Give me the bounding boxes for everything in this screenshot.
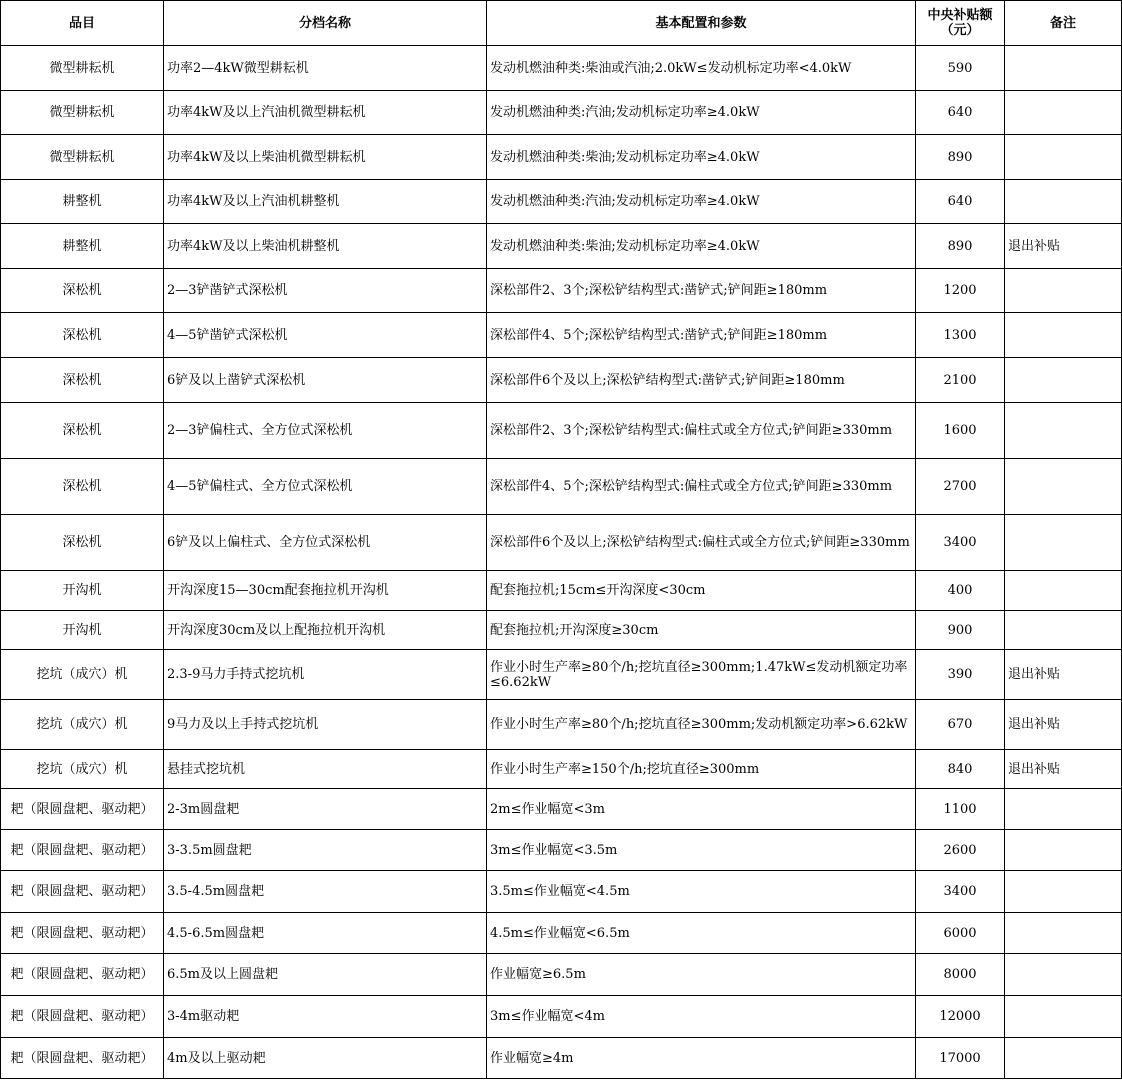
table-row	[1, 515, 1122, 571]
cell-tier-name: 2.3-9马力手持式挖坑机	[164, 650, 487, 700]
cell-note	[1005, 313, 1122, 358]
cell-item: 微型耕耘机	[1, 91, 164, 135]
table-row	[1, 830, 1122, 871]
cell-subsidy-amount: 840	[916, 750, 1005, 789]
cell-subsidy-amount: 2100	[916, 358, 1005, 403]
cell-subsidy-amount: 890	[916, 224, 1005, 269]
cell-spec: 4.5m≤作业幅宽<6.5m	[487, 913, 916, 954]
cell-spec: 3m≤作业幅宽<4m	[487, 996, 916, 1038]
cell-note	[1005, 954, 1122, 996]
table-row	[1, 269, 1122, 313]
cell-item: 深松机	[1, 313, 164, 358]
cell-item: 深松机	[1, 459, 164, 515]
cell-spec: 3.5m≤作业幅宽<4.5m	[487, 871, 916, 913]
cell-note: 退出补贴	[1005, 700, 1122, 750]
cell-note	[1005, 403, 1122, 459]
cell-subsidy-amount: 1100	[916, 789, 1005, 830]
cell-subsidy-amount: 2600	[916, 830, 1005, 871]
table-body	[1, 46, 1122, 1079]
cell-item: 微型耕耘机	[1, 135, 164, 180]
cell-subsidy-amount: 2700	[916, 459, 1005, 515]
cell-item: 耙（限圆盘耙、驱动耙）	[1, 954, 164, 996]
cell-note	[1005, 46, 1122, 91]
table-row	[1, 789, 1122, 830]
table-row	[1, 1038, 1122, 1079]
table-row	[1, 91, 1122, 135]
cell-item: 耙（限圆盘耙、驱动耙）	[1, 1038, 164, 1079]
cell-tier-name: 2-3m圆盘耙	[164, 789, 487, 830]
table-row	[1, 611, 1122, 650]
cell-spec: 作业小时生产率≥80个/h;挖坑直径≥300mm;1.47kW≤发动机额定功率≤6.62kW	[487, 650, 916, 700]
cell-item: 深松机	[1, 515, 164, 571]
table-row	[1, 954, 1122, 996]
cell-spec: 作业幅宽≥4m	[487, 1038, 916, 1079]
cell-spec: 发动机燃油种类:汽油;发动机标定功率≥4.0kW	[487, 180, 916, 224]
table-row	[1, 700, 1122, 750]
table-row	[1, 871, 1122, 913]
cell-tier-name: 6铲及以上偏柱式、全方位式深松机	[164, 515, 487, 571]
table-row	[1, 459, 1122, 515]
cell-note	[1005, 913, 1122, 954]
cell-tier-name: 2—3铲偏柱式、全方位式深松机	[164, 403, 487, 459]
cell-subsidy-amount: 390	[916, 650, 1005, 700]
cell-tier-name: 功率4kW及以上汽油机耕整机	[164, 180, 487, 224]
table-row	[1, 46, 1122, 91]
cell-subsidy-amount: 3400	[916, 871, 1005, 913]
cell-item: 开沟机	[1, 611, 164, 650]
cell-item: 耙（限圆盘耙、驱动耙）	[1, 871, 164, 913]
cell-item: 深松机	[1, 358, 164, 403]
cell-tier-name: 6铲及以上凿铲式深松机	[164, 358, 487, 403]
cell-item: 耕整机	[1, 224, 164, 269]
cell-subsidy-amount: 8000	[916, 954, 1005, 996]
cell-subsidy-amount: 12000	[916, 996, 1005, 1038]
table-row	[1, 913, 1122, 954]
cell-item: 挖坑（成穴）机	[1, 650, 164, 700]
cell-note	[1005, 515, 1122, 571]
cell-spec: 发动机燃油种类:汽油;发动机标定功率≥4.0kW	[487, 91, 916, 135]
header-tier-name: 分档名称	[164, 1, 487, 46]
cell-subsidy-amount: 3400	[916, 515, 1005, 571]
header-item: 品目	[1, 1, 164, 46]
header-subsidy-amount: 中央补贴额（元）	[916, 1, 1005, 46]
table-header-row	[1, 1, 1122, 46]
cell-item: 耕整机	[1, 180, 164, 224]
cell-subsidy-amount: 6000	[916, 913, 1005, 954]
cell-spec: 作业小时生产率≥80个/h;挖坑直径≥300mm;发动机额定功率>6.62kW	[487, 700, 916, 750]
cell-tier-name: 9马力及以上手持式挖坑机	[164, 700, 487, 750]
cell-note	[1005, 358, 1122, 403]
cell-spec: 配套拖拉机;15cm≤开沟深度<30cm	[487, 571, 916, 611]
cell-spec: 深松部件2、3个;深松铲结构型式:偏柱式或全方位式;铲间距≥330mm	[487, 403, 916, 459]
cell-spec: 作业幅宽≥6.5m	[487, 954, 916, 996]
cell-subsidy-amount: 640	[916, 180, 1005, 224]
cell-tier-name: 3-4m驱动耙	[164, 996, 487, 1038]
cell-tier-name: 6.5m及以上圆盘耙	[164, 954, 487, 996]
cell-item: 深松机	[1, 403, 164, 459]
cell-note	[1005, 871, 1122, 913]
table-row	[1, 403, 1122, 459]
cell-item: 耙（限圆盘耙、驱动耙）	[1, 789, 164, 830]
cell-item: 耙（限圆盘耙、驱动耙）	[1, 913, 164, 954]
cell-item: 耙（限圆盘耙、驱动耙）	[1, 996, 164, 1038]
cell-spec: 发动机燃油种类:柴油;发动机标定功率≥4.0kW	[487, 135, 916, 180]
cell-subsidy-amount: 1300	[916, 313, 1005, 358]
cell-subsidy-amount: 1200	[916, 269, 1005, 313]
cell-spec: 深松部件4、5个;深松铲结构型式:偏柱式或全方位式;铲间距≥330mm	[487, 459, 916, 515]
table-row	[1, 224, 1122, 269]
cell-note	[1005, 1038, 1122, 1079]
cell-tier-name: 4.5-6.5m圆盘耙	[164, 913, 487, 954]
cell-spec: 深松部件4、5个;深松铲结构型式:凿铲式;铲间距≥180mm	[487, 313, 916, 358]
cell-tier-name: 功率2—4kW微型耕耘机	[164, 46, 487, 91]
cell-subsidy-amount: 400	[916, 571, 1005, 611]
cell-note	[1005, 459, 1122, 515]
cell-spec: 2m≤作业幅宽<3m	[487, 789, 916, 830]
table-row	[1, 996, 1122, 1038]
cell-tier-name: 3-3.5m圆盘耙	[164, 830, 487, 871]
cell-note	[1005, 91, 1122, 135]
cell-subsidy-amount: 890	[916, 135, 1005, 180]
cell-note	[1005, 571, 1122, 611]
cell-tier-name: 2—3铲凿铲式深松机	[164, 269, 487, 313]
table-row	[1, 750, 1122, 789]
cell-subsidy-amount: 900	[916, 611, 1005, 650]
cell-item: 耙（限圆盘耙、驱动耙）	[1, 830, 164, 871]
cell-tier-name: 悬挂式挖坑机	[164, 750, 487, 789]
cell-note	[1005, 611, 1122, 650]
cell-tier-name: 4—5铲凿铲式深松机	[164, 313, 487, 358]
cell-item: 挖坑（成穴）机	[1, 750, 164, 789]
cell-spec: 3m≤作业幅宽<3.5m	[487, 830, 916, 871]
cell-item: 开沟机	[1, 571, 164, 611]
header-spec: 基本配置和参数	[487, 1, 916, 46]
table-row	[1, 135, 1122, 180]
header-note: 备注	[1005, 1, 1122, 46]
cell-note	[1005, 789, 1122, 830]
cell-note	[1005, 135, 1122, 180]
cell-note	[1005, 830, 1122, 871]
cell-spec: 深松部件6个及以上;深松铲结构型式:偏柱式或全方位式;铲间距≥330mm	[487, 515, 916, 571]
cell-tier-name: 功率4kW及以上柴油机耕整机	[164, 224, 487, 269]
cell-subsidy-amount: 1600	[916, 403, 1005, 459]
cell-note: 退出补贴	[1005, 224, 1122, 269]
cell-item: 挖坑（成穴）机	[1, 700, 164, 750]
table-row	[1, 650, 1122, 700]
cell-spec: 发动机燃油种类:柴油;发动机标定功率≥4.0kW	[487, 224, 916, 269]
cell-item: 深松机	[1, 269, 164, 313]
table-row	[1, 358, 1122, 403]
cell-subsidy-amount: 640	[916, 91, 1005, 135]
cell-tier-name: 4m及以上驱动耙	[164, 1038, 487, 1079]
cell-tier-name: 功率4kW及以上汽油机微型耕耘机	[164, 91, 487, 135]
cell-subsidy-amount: 590	[916, 46, 1005, 91]
cell-note	[1005, 180, 1122, 224]
cell-tier-name: 3.5-4.5m圆盘耙	[164, 871, 487, 913]
cell-tier-name: 开沟深度15—30cm配套拖拉机开沟机	[164, 571, 487, 611]
cell-note: 退出补贴	[1005, 750, 1122, 789]
cell-note	[1005, 996, 1122, 1038]
cell-spec: 深松部件2、3个;深松铲结构型式:凿铲式;铲间距≥180mm	[487, 269, 916, 313]
cell-note	[1005, 269, 1122, 313]
cell-subsidy-amount: 17000	[916, 1038, 1005, 1079]
cell-spec: 作业小时生产率≥150个/h;挖坑直径≥300mm	[487, 750, 916, 789]
cell-spec: 发动机燃油种类:柴油或汽油;2.0kW≤发动机标定功率<4.0kW	[487, 46, 916, 91]
table-row	[1, 571, 1122, 611]
cell-item: 微型耕耘机	[1, 46, 164, 91]
cell-subsidy-amount: 670	[916, 700, 1005, 750]
table-row	[1, 180, 1122, 224]
cell-spec: 深松部件6个及以上;深松铲结构型式:凿铲式;铲间距≥180mm	[487, 358, 916, 403]
cell-tier-name: 功率4kW及以上柴油机微型耕耘机	[164, 135, 487, 180]
cell-spec: 配套拖拉机;开沟深度≥30cm	[487, 611, 916, 650]
cell-tier-name: 4—5铲偏柱式、全方位式深松机	[164, 459, 487, 515]
cell-tier-name: 开沟深度30cm及以上配拖拉机开沟机	[164, 611, 487, 650]
table-row	[1, 313, 1122, 358]
cell-note: 退出补贴	[1005, 650, 1122, 700]
